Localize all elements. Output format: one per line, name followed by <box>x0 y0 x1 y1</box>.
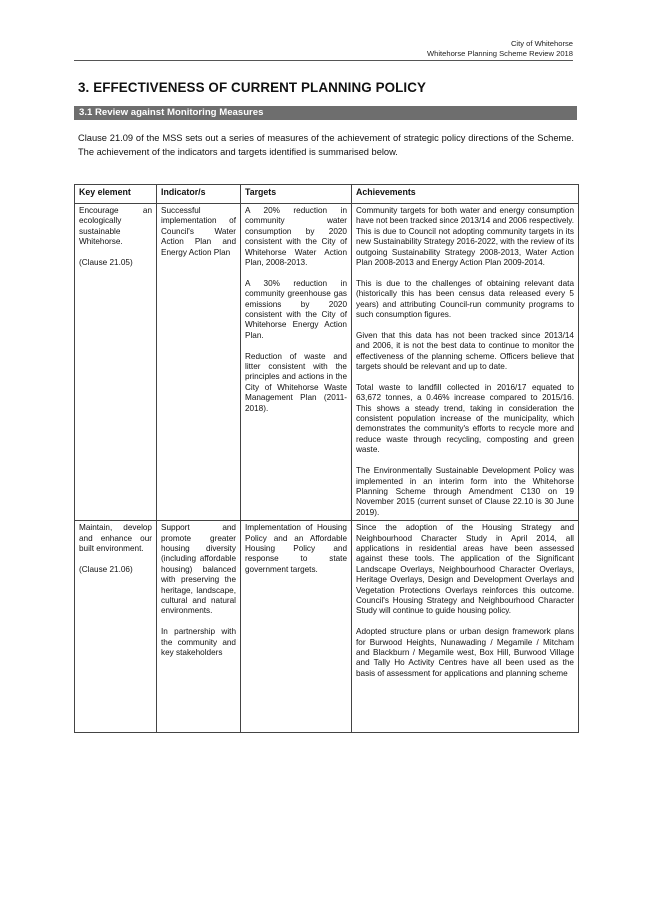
indicator-text: Support and promote greater housing diversity (including affordable housing) balanced with preserving the heritage, landscape, cultural and natural environments. <box>161 523 236 616</box>
target-text: Reduction of waste and litter consistent with the principles and actions in the City of Whitehorse Waste Management Plan (2011-2018). <box>245 351 347 413</box>
clause-reference: (Clause 21.06) <box>79 564 133 574</box>
achievement-text: Adopted structure plans or urban design framework plans for Burwood Heights, Nunawading / Megamile / Mitcham and Blackburn / Megamile west, Box Hill, Burwood Village and Tally Ho Activity Centres have all been used as the basis of assessment for applications and planning scheme <box>356 627 574 678</box>
intro-paragraph: Clause 21.09 of the MSS sets out a series of measures of the achievement of strategic policy directions of the Scheme. The achievement of the indicators and targets identified is summarised below. <box>78 133 574 158</box>
target-text: Implementation of Housing Policy and an Affordable Housing Policy and response to state government targets. <box>245 523 347 574</box>
monitoring-table <box>74 184 579 733</box>
section-heading-bar <box>74 106 577 120</box>
indicator-cell <box>157 521 241 733</box>
page-title: 3. EFFECTIVENESS OF CURRENT PLANNING POLICY <box>78 80 427 95</box>
achievement-text: Total waste to landfill collected in 2016/17 equated to 63,672 tonnes, a 0.46% increase compared to 2015/16. This shows a steady trend, taking in consideration the consistent population increase of the municipality, which demonstrates the community's efforts to recycle more and reduce waste through recycling, composting and green waste. <box>356 382 574 455</box>
key-element-text: Encourage an ecologically sustainable Whitehorse. <box>79 206 152 247</box>
achievement-text: Community targets for both water and energy consumption have not been tracked since 2013/14 and 2006 respectively. This is due to Council not adopting community targets in its new Sustainability Strategy 2016-2022, with the review of its outgoing Sustainability Strategy 2008-2013, Water Action Plan 2008-2013 and Energy Action Plan 2009-2014. <box>356 206 574 268</box>
targets-cell <box>241 204 352 521</box>
achievement-text: The Environmentally Sustainable Development Policy was implemented in an interim form into the Whitehorse Planning Scheme through Amendment C130 on 19 November 2015 (current sunset of Clause 22.10 is 30 June 2019). <box>356 466 574 517</box>
column-header: Indicator/s <box>157 185 241 204</box>
achievement-text: Given that this data has not been tracked since 2013/14 and 2006, it is not the best data to continue to monitor the effectiveness of the planning scheme. Officers believe that targets should be relevant and up to date. <box>356 330 574 372</box>
table-row <box>75 204 579 521</box>
column-header: Key element <box>75 185 157 204</box>
key-element-cell <box>75 204 157 521</box>
column-header: Targets <box>241 185 352 204</box>
header-org: City of Whitehorse <box>510 39 573 48</box>
indicator-text: Successful implementation of Council's Water Action Plan and Energy Action Plan <box>161 206 236 257</box>
indicator-text: In partnership with the community and key stakeholders <box>161 627 236 657</box>
achievement-text: This is due to the challenges of obtaining relevant data (historically this has been census data released every 5 years) and attributing Council-run community programs to such consumption figures. <box>356 278 574 320</box>
target-text: A 30% reduction in community greenhouse gas emissions by 2020 consistent with the City of Whitehorse Energy Action Plan. <box>245 278 347 340</box>
targets-cell <box>241 521 352 733</box>
key-element-cell <box>75 521 157 733</box>
table-header-row <box>75 185 579 204</box>
column-header: Achievements <box>352 185 579 204</box>
achievements-cell <box>352 204 579 521</box>
section-heading: 3.1 Review against Monitoring Measures <box>79 107 264 118</box>
target-text: A 20% reduction in community water consumption by 2020 consistent with the City of Whitehorse Water Action Plan, 2008-2013. <box>245 206 347 268</box>
key-element-text: Maintain, develop and enhance our built environment. <box>79 523 152 553</box>
header-document-title: Whitehorse Planning Scheme Review 2018 <box>426 49 573 58</box>
header-divider <box>74 60 573 61</box>
achievement-text: Since the adoption of the Housing Strategy and Neighbourhood Character Study in April 2014, all applications in residential areas have been assessed against these tools. The application of the Significant Landscape Overlays, Neighbourhood Character Overlays, Heritage Overlays, Design and Development Overlays and Vegetation Protections Overlays reinforces this outcome. Council's Housing Strategy and Neighbourhood Character Study will continue to guide housing policy. <box>356 523 574 616</box>
indicator-cell <box>157 204 241 521</box>
clause-reference: (Clause 21.05) <box>79 258 133 268</box>
table-row <box>75 521 579 733</box>
achievements-cell <box>352 521 579 733</box>
